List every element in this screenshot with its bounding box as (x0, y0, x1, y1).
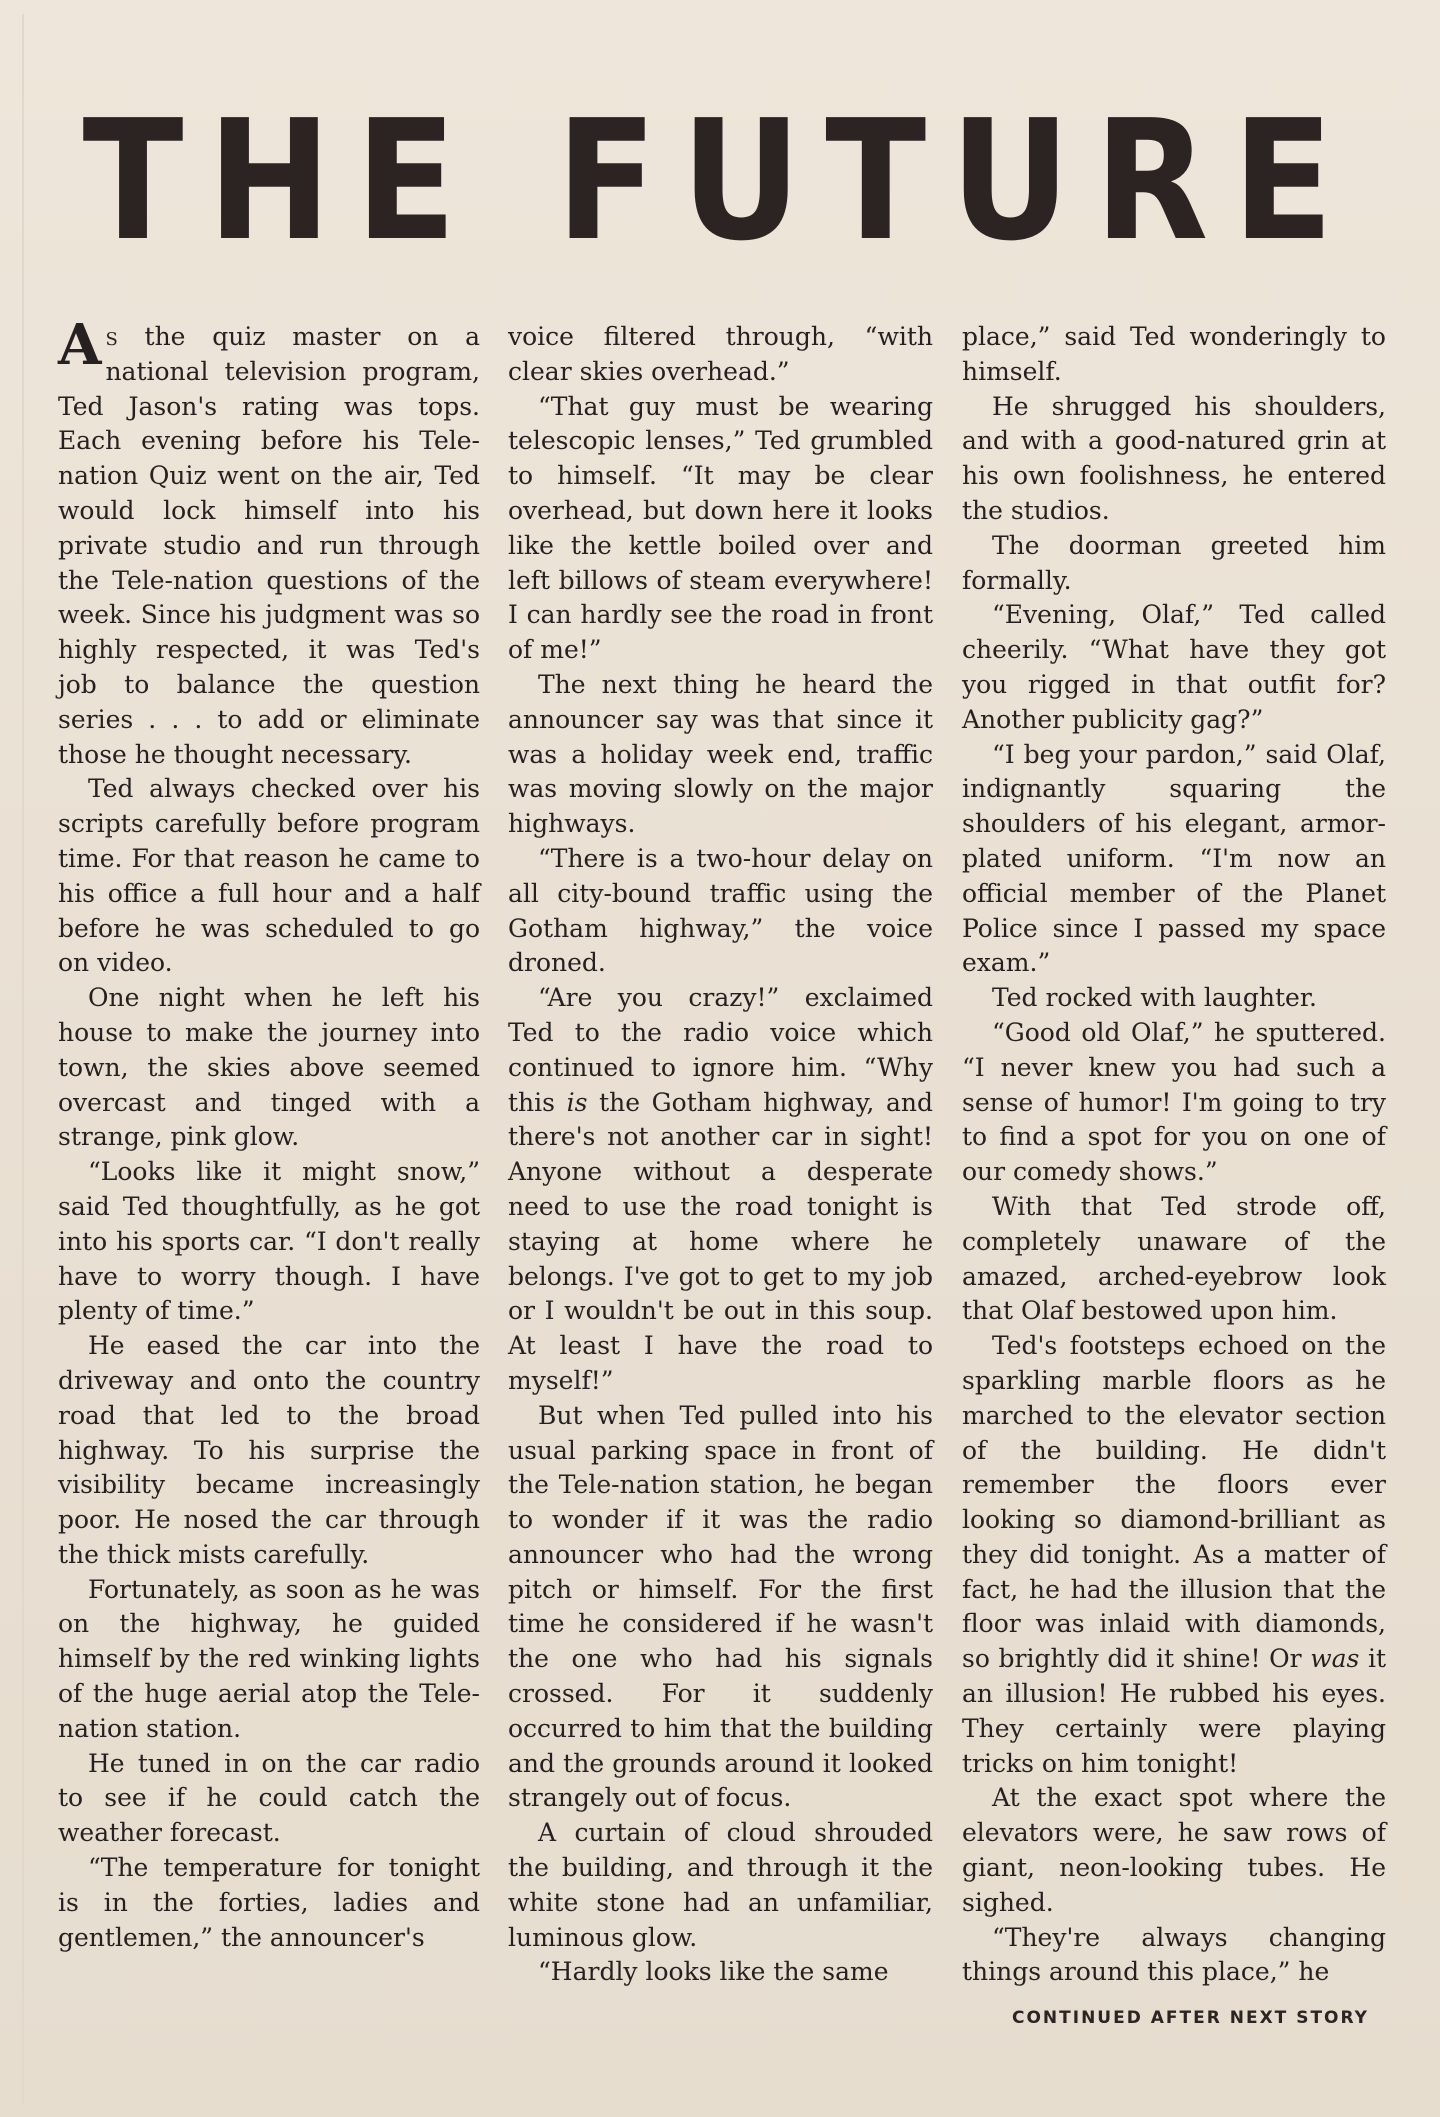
paragraph: “There is a two-hour delay on all city-bound traffic using the Gotham highway,” the voice droned. (508, 843, 933, 978)
paragraph-text: “Are you crazy!” exclaimed Ted to the radio voice which continued to ignore him. “Why this (508, 983, 933, 1117)
paragraph: He shrugged his shoulders, and with a good-natured grin at his own foolishness, he entered the studios. (962, 391, 1386, 525)
paragraph: At the exact spot where the elevators were, he saw rows of giant, neon-looking tubes. He sighed. (962, 1783, 1386, 1917)
paragraph: “Good old Olaf,” he sputtered. “I never knew you had such a sense of humor! I'm going to try to find a spot for you on one of our comedy shows.” (962, 1017, 1386, 1187)
text-column-1 (58, 312, 480, 1955)
paragraph: “The temperature for tonight is in the forties, ladies and gentlemen,” the announcer's (58, 1853, 480, 1952)
paragraph: “They're always changing things around this place,” he (962, 1922, 1386, 1987)
paragraph: “Evening, Olaf,” Ted called cheerily. “What have they got you rigged in that outfit for? Another publicity gag?” (962, 600, 1386, 734)
paragraph: The next thing he heard the announcer say was that since it was a holiday week end, traffic was moving slowly on the major highways. (508, 669, 933, 839)
paragraph: The doorman greeted him formally. (962, 530, 1386, 595)
paragraph: Ted rocked with laughter. (992, 983, 1317, 1013)
paragraph-text: it an illusion! He rubbed his eyes. They certainly were playing tricks on him tonight! (962, 1644, 1386, 1778)
story-title: THE FUTURE (82, 84, 1358, 278)
paragraph: One night when he left his house to make the journey into town, the skies above seemed overcast and tinged with a strange, pink glow. (58, 983, 480, 1152)
paragraph: voice filtered through, “with clear skies overhead.” (508, 322, 933, 386)
paragraph: “That guy must be wearing telescopic lenses,” Ted grumbled to himself. “It may be clear overhead, but down here it looks like the kettle boiled over and left billows of steam everywhere! I can hardly see the road in front of me!” (508, 391, 933, 665)
drop-cap: A (58, 312, 102, 378)
paragraph: place,” said Ted wonderingly to himself. (962, 322, 1386, 386)
continued-notice: CONTINUED AFTER NEXT STORY (1012, 2008, 1369, 2028)
text-column-2 (508, 320, 933, 1990)
paragraph (962, 1329, 1386, 1781)
paragraph (58, 312, 480, 772)
paragraph: With that Ted strode off, completely unaware of the amazed, arched-eyebrow look that Olaf bestowed upon him. (962, 1191, 1386, 1326)
lead-in-letter: s (105, 322, 118, 351)
paragraph: “Hardly looks like the same (538, 1957, 889, 1987)
paragraph: Fortunately, as soon as he was on the highway, he guided himself by the red winking lights of the huge aerial atop the Tele-nation station. (58, 1574, 480, 1743)
paragraph: He eased the car into the driveway and onto the country road that led to the broad highway. To his surprise the visibility became increasingly poor. He nosed the car through the thick mists carefully. (58, 1331, 480, 1569)
paragraph: “Looks like it might snow,” said Ted thoughtfully, as he got into his sports car. “I don't really have to worry though. I have plenty of time.” (58, 1157, 480, 1326)
text-column-3 (962, 320, 1386, 1990)
paragraph: Ted always checked over his scripts carefully before program time. For that reason he came to his office a full hour and a half before he was scheduled to go on video. (58, 774, 480, 978)
paragraph: But when Ted pulled into his usual parking space in front of the Tele-nation station, he began to wonder if it was the radio announcer who had the wrong pitch or himself. For the first time he considered if he wasn't the one who had his signals crossed. For it suddenly occurred to him that the building and the grounds around it looked strangely out of focus. (508, 1400, 933, 1813)
paragraph-text: the quiz master on a national television program, Ted Jason's rating was tops. Each evening before his Tele-nation Quiz went on the air, Ted would lock himself into his private studio and run through the Tele-nation questions of the week. Since his judgment was so highly respected, it was Ted's job to balance the question series . . . to add or eliminate those he thought necessary. (58, 322, 480, 769)
paragraph: “I beg your pardon,” said Olaf, indignantly squaring the shoulders of his elegant, armor-plated uniform. “I'm now an official member of the Planet Police since I passed my space exam.” (962, 739, 1386, 978)
paragraph-text: the Gotham highway, and there's not another car in sight! Anyone without a desperate need to use the road tonight is staying at home where he belongs. I've got to get to my job or I wouldn't be out in this soup. At least I have the road to myself!” (508, 1087, 934, 1395)
paragraph: He tuned in on the car radio to see if he could catch the weather forecast. (58, 1748, 480, 1848)
paragraph: A curtain of cloud shrouded the building, and through it the white stone had an unfamiliar, luminous glow. (508, 1818, 933, 1952)
paragraph (508, 981, 933, 1399)
paragraph-text: Ted's footsteps echoed on the sparkling marble floors as he marched to the elevator section of the building. He didn't remember the floors ever looking so diamond-brilliant as they did tonight. As a matter of fact, he had the illusion that the floor was inlaid with diamonds, so brightly did it shine! Or (962, 1331, 1386, 1674)
emphasis-text: was (1310, 1644, 1360, 1674)
emphasis-text: is (566, 1087, 588, 1117)
